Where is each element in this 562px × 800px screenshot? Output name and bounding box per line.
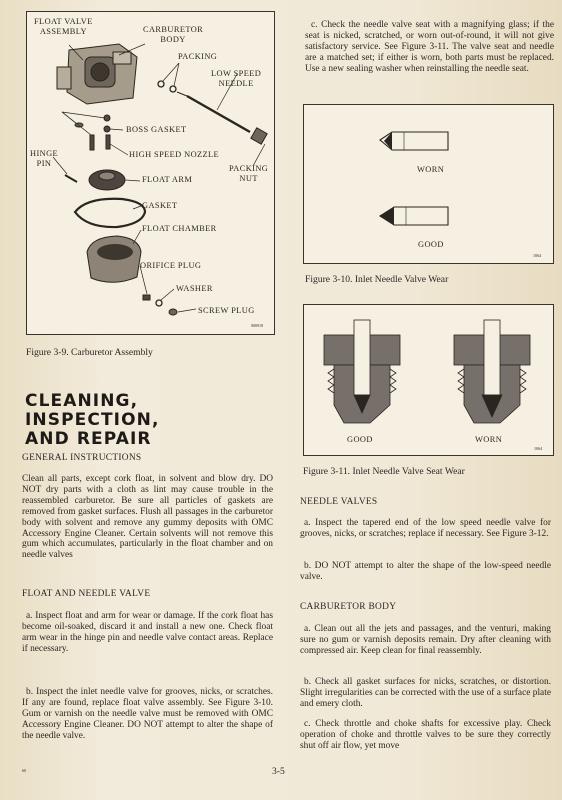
label-packing: PACKING [178,52,218,61]
label-boss-gasket: BOSS GASKET [126,125,187,134]
gasket-drawing [75,199,145,227]
carburetor-body-b: b. Check all gasket surfaces for nicks, scratches, or distortion. Slight irregularities can be corrected with the use of a surface plate and emery cloth. [300,677,551,709]
figure-3-9-caption: Figure 3-9. Carburetor Assembly [26,347,153,358]
label-low-speed-needle: LOW SPEED NEEDLE [211,69,262,88]
figure-3-10-caption: Figure 3-10. Inlet Needle Valve Wear [305,274,449,285]
good-seat-drawing [324,320,400,423]
orifice-plug-drawing [143,295,150,300]
figure-3-11-caption: Figure 3-11. Inlet Needle Valve Seat Wear [303,466,465,477]
label-worn-needle: WORN [417,165,445,174]
label-high-speed-nozzle: HIGH SPEED NOZZLE [129,150,220,159]
label-float-valve-assembly: FLOAT VALVE ASSEMBLY [34,17,93,36]
needle-valve-seat-paragraph: c. Check the needle valve seat with a magnifying glass; if the seat is nicked, scratched, or worn out-of-round, it will not give satisfactory service. See Figure 3-11. The valve seat and needle are a matched set; if either is worn, both parts must be replaced. Use a new sealing washer when reinstalling the needle seat. [305,20,554,74]
hinge-pin-drawing [65,175,77,182]
worn-needle-drawing [380,132,448,150]
figure-3-11-frame [303,304,554,456]
page-number: 3-5 [272,766,285,777]
float-needle-valve-a: a. Inspect float and arm for wear or damage. If the cork float has become oil-soaked, discard it and install a new one. Check float arm wear in the hinge pin and needle valve contact areas. Replace if necessary. [22,611,273,654]
carburetor-body-drawing [57,44,137,104]
figure-3-11-code: 1064 [534,446,542,451]
screw-plug-drawing [169,309,177,315]
packing-nut-drawing [251,128,267,144]
general-instructions-title: GENERAL INSTRUCTIONS [22,453,142,463]
section-heading-line-3: AND REPAIR [25,429,152,449]
needle-valve-seat-diagram [304,305,553,455]
label-float-chamber: FLOAT CHAMBER [142,224,217,233]
label-screw-plug: SCREW PLUG [198,306,255,315]
carburetor-body-title: CARBURETOR BODY [300,602,397,612]
label-washer: WASHER [176,284,213,293]
needle-valves-title: NEEDLE VALVES [300,497,378,507]
general-instructions-body: Clean all parts, except cork float, in solvent and blow dry. DO NOT dry parts with a cloth as lint may cause trouble in the reassembled carburetor. Be sure all particles of gaskets are removed from gasket surfaces. Flush all passages in the carburetor body with solvent and remove any gummy deposits with OMC Accessory Engine Cleaner. Certain solvents will not remove this gum which accumulates, particularly in the float chamber and on needle valves [22,474,273,561]
carburetor-body-a: a. Clean out all the jets and passages, and the venturi, making sure no gum or varnish deposits remain. Dry after cleaning with compressed air. Keep clean for final reassembly. [300,624,551,656]
label-worn-seat: WORN [475,435,503,444]
figure-3-9-code: 000918 [251,323,263,328]
packing-ring-2 [170,86,176,92]
washer-drawing [156,300,162,306]
section-heading-line-1: CLEANING, [25,391,139,411]
label-float-arm: FLOAT ARM [142,175,193,184]
high-speed-nozzle-drawing [106,135,110,149]
section-heading-line-2: INSPECTION, [25,410,160,430]
label-good-needle: GOOD [418,240,444,249]
label-gasket: GASKET [142,201,178,210]
low-speed-needle-drawing [187,96,250,132]
label-hinge-pin: HINGE PIN [30,149,59,168]
label-packing-nut: PACKING NUT [229,164,269,183]
label-orifice-plug: ORIFICE PLUG [140,261,202,270]
needle-valves-b: b. DO NOT attempt to alter the shape of the low-speed needle valve. [300,561,551,582]
corner-mark: 60 [22,768,26,773]
figure-3-10-code: 1064 [533,253,541,258]
label-good-seat: GOOD [347,435,373,444]
packing-ring-1 [158,81,164,87]
carburetor-body-c: c. Check throttle and choke shafts for excessive play. Check operation of choke and throttle valves to be sure they correctly shut off air flow, yet move [300,719,551,751]
worn-seat-drawing [454,320,530,423]
good-needle-drawing [380,207,448,225]
float-needle-valve-b: b. Inspect the inlet needle valve for grooves, nicks, or scratches. If any are found, replace float valve assembly. See Figure 3-10. Gum or varnish on the needle valve must be removed with OMC Accessory Engine Cleaner. DO NOT attempt to alter the shape of the needle valve. [22,687,273,741]
needle-valves-a: a. Inspect the tapered end of the low speed needle valve for grooves, nicks, or scratches; replace if necessary. See Figure 3-12. [300,518,551,539]
label-carburetor-body: CARBURETOR BODY [143,25,204,44]
float-needle-valve-title: FLOAT AND NEEDLE VALVE [22,589,151,599]
section-heading [25,392,160,449]
figure-3-10-frame [303,104,554,264]
figure-3-9-frame [26,11,275,335]
